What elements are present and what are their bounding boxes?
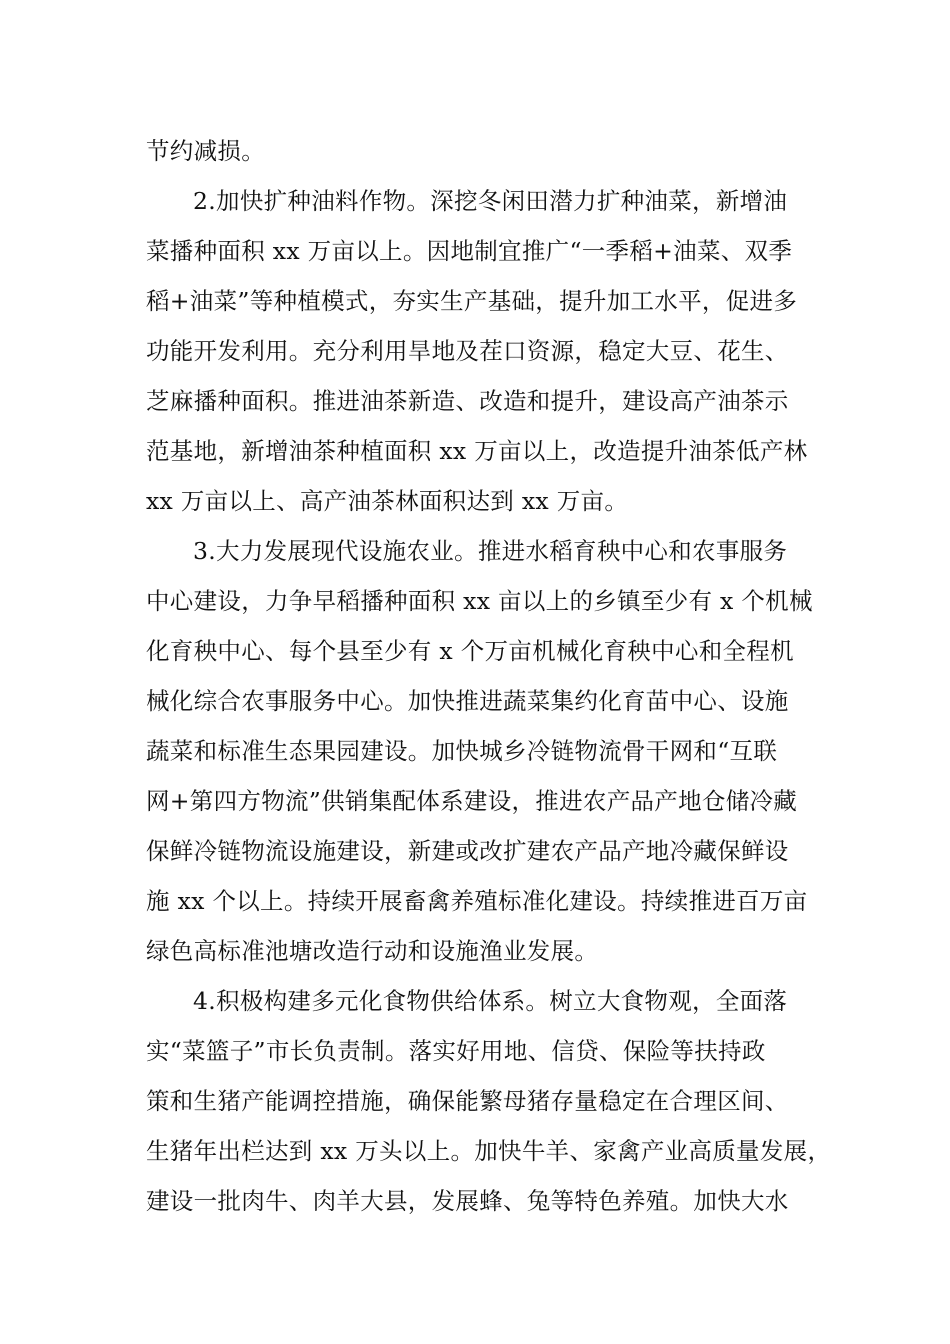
text-line: 3.大力发展现代设施农业。推进水稻育秧中心和农事服务 — [193, 537, 788, 565]
text-line: 稻+油菜”等种植模式，夯实生产基础，提升加工水平，促进多 — [146, 287, 798, 315]
paragraph-4 — [146, 976, 832, 1226]
text-line: 中心建设，力争早稻播种面积 xx 亩以上的乡镇至少有 x 个机械 — [146, 587, 813, 615]
text-line: 保鲜冷链物流设施建设，新建或改扩建农产品产地冷藏保鲜设 — [146, 837, 789, 865]
text-line: 网+第四方物流”供销集配体系建设，推进农产品产地仓储冷藏 — [146, 787, 798, 815]
document-body — [146, 126, 832, 1226]
text-line: 4.积极构建多元化食物供给体系。树立大食物观，全面落 — [193, 987, 788, 1015]
text-line: 施 xx 个以上。持续开展畜禽养殖标准化建设。持续推进百万亩 — [146, 887, 808, 915]
text-line: 蔬菜和标准生态果园建设。加快城乡冷链物流骨干网和“互联 — [146, 737, 778, 765]
text-line: 械化综合农事服务中心。加快推进蔬菜集约化育苗中心、设施 — [146, 687, 789, 715]
text-line: 建设一批肉牛、肉羊大县，发展蜂、兔等特色养殖。加快大水 — [146, 1187, 789, 1215]
paragraph-2 — [146, 176, 822, 526]
text-line: 策和生猪产能调控措施，确保能繁母猪存量稳定在合理区间、 — [146, 1087, 789, 1115]
text-line: 实“菜篮子”市长负责制。落实好用地、信贷、保险等扶持政 — [146, 1037, 766, 1065]
text-line: 节约减损。 — [146, 137, 265, 165]
text-line: 菜播种面积 xx 万亩以上。因地制宜推广“一季稻+油菜、双季 — [146, 237, 793, 265]
text-line: 范基地，新增油茶种植面积 xx 万亩以上，改造提升油茶低产林 — [146, 437, 808, 465]
text-line: 化育秧中心、每个县至少有 x 个万亩机械化育秧中心和全程机 — [146, 637, 794, 665]
text-line: 绿色高标准池塘改造行动和设施渔业发展。 — [146, 937, 599, 965]
paragraph-1 — [146, 126, 822, 176]
paragraph-3 — [146, 526, 822, 976]
text-line: 生猪年出栏达到 xx 万头以上。加快牛羊、家禽产业高质量发展， — [146, 1137, 832, 1165]
text-line: 2.加快扩种油料作物。深挖冬闲田潜力扩种油菜，新增油 — [193, 187, 788, 215]
text-line: xx 万亩以上、高产油茶林面积达到 xx 万亩。 — [146, 487, 629, 515]
text-line: 功能开发利用。充分利用旱地及茬口资源，稳定大豆、花生、 — [146, 337, 789, 365]
text-line: 芝麻播种面积。推进油茶新造、改造和提升，建设高产油茶示 — [146, 387, 789, 415]
